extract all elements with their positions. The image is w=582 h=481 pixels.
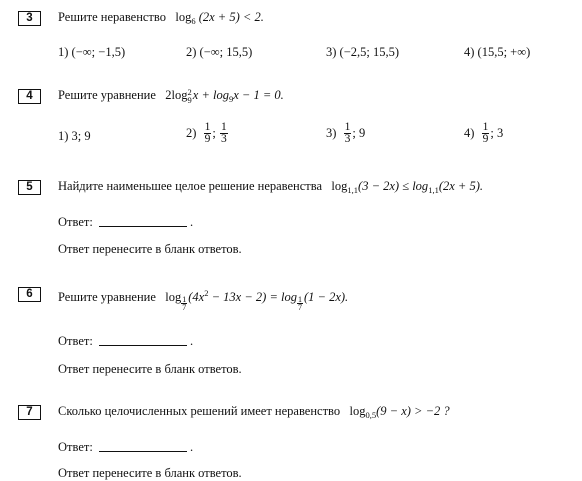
transfer-note: Ответ перенесите в бланк ответов. (58, 466, 242, 480)
answer-label: Ответ: (58, 334, 93, 348)
answer-label: Ответ: (58, 440, 93, 454)
task-number-box: 6 (18, 287, 41, 302)
task-question (58, 404, 450, 423)
fraction: $\frac{1}{3}$ (344, 121, 351, 145)
transfer-note: Ответ перенесите в бланк ответов. (58, 362, 242, 376)
answer-line (58, 215, 193, 230)
answer-option-1[interactable]: 1) (−∞; −1,5) (58, 45, 126, 59)
answer-line (58, 440, 193, 455)
task-number-box: 7 (18, 405, 41, 420)
task-question (58, 10, 264, 29)
fraction: $\frac{1}{3}$ (221, 121, 227, 145)
task-number-box: 3 (18, 11, 41, 26)
task-question (58, 88, 284, 107)
answer-option-4[interactable]: 4) $\frac{1}{9}$ ; 3 (464, 121, 504, 145)
answer-blank[interactable] (99, 334, 187, 346)
task-number-box: 5 (18, 180, 41, 195)
answer-period: . (189, 215, 194, 229)
log-expression: $\log_{0,5}(9 - x) > -2$ ? (349, 404, 450, 420)
task-number-box: 4 (18, 89, 41, 104)
log-expression: log $\frac{1}{7}$ $(4x^2 - 13x - 2) = \log$ $\frac{1}{7}$ (1 − 2x). (165, 288, 349, 312)
answer-label: Ответ: (58, 215, 93, 229)
answer-option-2[interactable]: 2) $\frac{1}{9}$ ; $\frac{1}{3}$ (186, 121, 227, 145)
question-text: Сколько целочисленных решений имеет неравенство (58, 404, 341, 418)
answer-option-4[interactable]: 4) (15,5; +∞) (464, 45, 531, 59)
question-text: Решите уравнение (58, 88, 156, 102)
question-text: Решите неравенство (58, 10, 166, 24)
answer-option-2[interactable]: 2) (−∞; 15,5) (186, 45, 253, 59)
question-text: Найдите наименьшее целое решение неравенства (58, 179, 323, 193)
answer-option-1[interactable]: 1) 3; 9 (58, 129, 91, 143)
log-expression: 2log 2 9 $x + \log_9x - 1 = 0$. (165, 87, 284, 106)
answer-option-3[interactable]: 3) $\frac{1}{3}$ ; 9 (326, 121, 366, 145)
log-expression: $\log_{1,1}(3 - 2x) \le \log_{1,1}(2x + 5)$. (331, 179, 483, 195)
answer-line (58, 334, 193, 349)
log-expression: $\log_6 (2x + 5) < 2$. (175, 10, 264, 26)
question-text: Решите уравнение (58, 290, 156, 304)
task-question (58, 179, 483, 198)
transfer-note: Ответ перенесите в бланк ответов. (58, 242, 242, 256)
answer-option-3[interactable]: 3) (−2,5; 15,5) (326, 45, 400, 59)
answer-period: . (189, 440, 194, 454)
answer-period: . (189, 334, 194, 348)
answer-blank[interactable] (99, 215, 187, 227)
fraction: $\frac{1}{9}$ (204, 121, 211, 145)
task-question (58, 286, 348, 311)
fraction: $\frac{1}{9}$ (482, 121, 489, 145)
answer-blank[interactable] (99, 440, 187, 452)
